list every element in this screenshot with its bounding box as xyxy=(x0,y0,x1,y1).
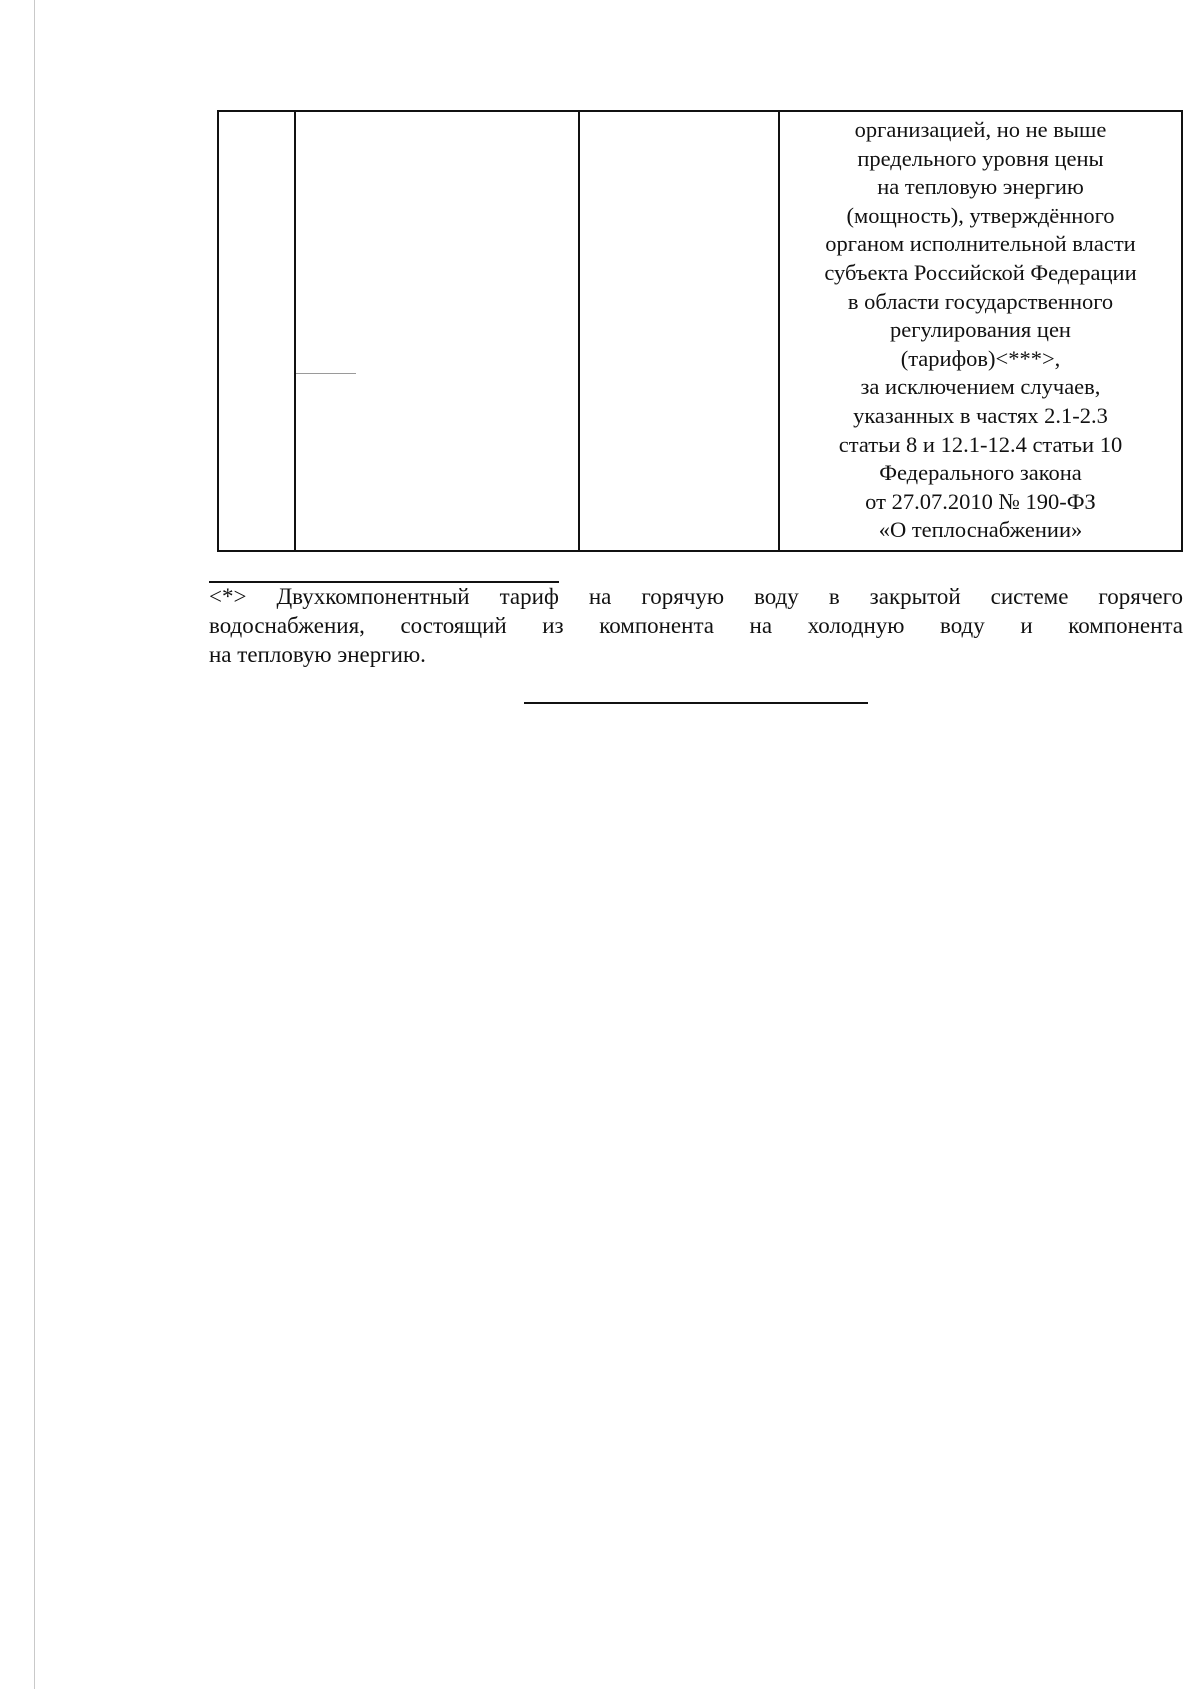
cell-line: предельного уровня цены xyxy=(857,145,1104,171)
cell-line: за исключением случаев, xyxy=(860,374,1101,400)
footnote xyxy=(209,582,1183,669)
cell-line: Федерального закона xyxy=(879,460,1082,486)
cell-line: от 27.07.2010 № 190-ФЗ xyxy=(865,488,1096,514)
scan-artifact-mark xyxy=(296,373,356,374)
cell-line: на тепловую энергию xyxy=(877,174,1084,200)
cell-line: статьи 8 и 12.1-12.4 статьи 10 xyxy=(838,431,1123,457)
table-column-divider xyxy=(294,112,296,550)
scan-edge-line xyxy=(34,0,35,1689)
cell-line: органом исполнительной власти xyxy=(825,231,1136,257)
footnote-line: <*> Двухкомпонентный тариф на горячую воду в закрытой системе горячего xyxy=(209,584,1183,609)
cell-line: (мощность), утверждённого xyxy=(846,202,1115,228)
cell-line: указанных в частях 2.1-2.3 xyxy=(853,402,1108,428)
cell-line: (тарифов)<***>, xyxy=(900,345,1061,371)
cell-line: субъекта Российской Федерации xyxy=(824,259,1137,285)
footnote-line: водоснабжения, состоящий из компонента на холодную воду и компонента xyxy=(209,613,1183,638)
tariff-table-fragment xyxy=(217,110,1183,552)
footnote-line: на тепловую энергию. xyxy=(209,642,426,667)
table-cell-condition-text xyxy=(780,116,1181,545)
table-column-divider xyxy=(578,112,580,550)
cell-line: регулирования цен xyxy=(890,317,1071,343)
cell-line: организацией, но не выше xyxy=(854,117,1107,142)
cell-line: в области государственного xyxy=(847,288,1114,314)
document-end-rule xyxy=(524,702,868,704)
cell-line: «О теплоснабжении» xyxy=(878,517,1083,543)
